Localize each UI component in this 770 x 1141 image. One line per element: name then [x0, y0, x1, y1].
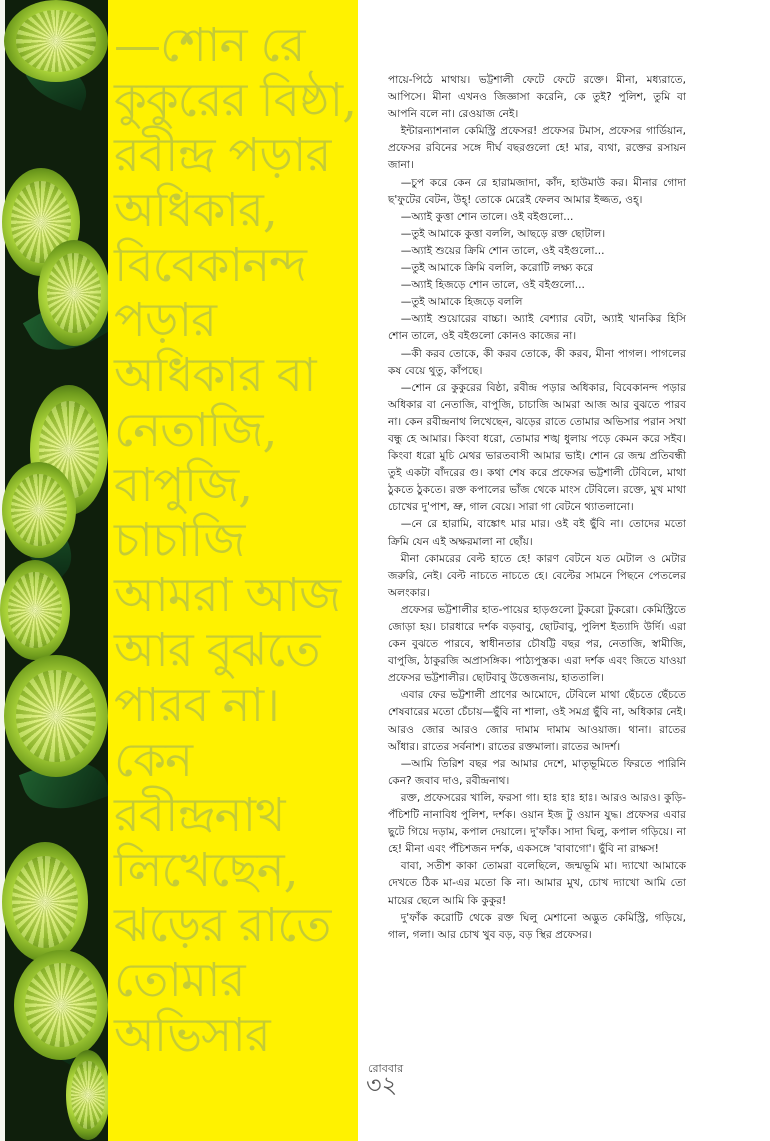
paragraph: —চুপ করে কেন রে হারামজাদা, কাঁদ, হাউমাউ কর। মীনার গোদা ছ'ফুটের বেটন, উহ্! তোকে মেরেই ফেলব আমার ইজ্জত, ওহ্। [388, 176, 686, 206]
paragraph: মীনা কোমরের বেল্ট হাতে হে! কারণ বেটনে যত মেটাল ও মেটার জরুরি, নেই। বেল্ট নাচতে নাচতে হে। বেল্টের সামনে পিছনে পেতলের অলংকার। [388, 552, 686, 599]
pull-quote-panel [108, 0, 358, 1141]
pull-quote: —শোন রে কুকুরের বিষ্ঠা, রবীন্দ্র পড়ার অধিকার, বিবেকানন্দ পড়ার অধিকার বা নেতাজি, বাপুজি, চাচাজি আমরা আজ আর বুঝতে পারব না। কেন রবীন্দ্রনাথ লিখেছেন, ঝড়ের রাতে তোমার অভিসার [114, 18, 357, 1063]
flower-shape [4, 0, 108, 82]
paragraph: —অ্যাই শুয়ের ক্রিমি শোন তালে, ওই বইগুলো... [400, 244, 605, 257]
flower-shape [2, 462, 76, 558]
paragraph: —শোন রে কুকুরের বিষ্ঠা, রবীন্দ্র পড়ার অধিকার, বিবেকানন্দ পড়ার অধিকার বা নেতাজি, বাপুজি, চাচাজি আমরা আজ আর বুঝতে পারব না। কেন রবীন্দ্রনাথ লিখেছেন, ঝড়ের রাতে তোমার অভিসার পরান সখা বন্ধু হে আমার। কিংবা ধরো, তোমার শঙ্খ ধুলায় পড়ে কেমন করে সইব। কিংবা ধরো মুচি মেথর ভারতবাসী আমার ভাই। শোন রে জন্ম প্রতিবন্ধী তুই একটা বাঁদরের গু। কথা শেষ করে প্রফেসর ভট্টশালী টেবিলে, মাথা ঠুকতে ঠুকতে। রক্ত কপালের ভাঁজ থেকে মাংস টেবিলে। রক্তে, মুখ মাথা চোখের দু'পাশ, ভ্রু, গাল বেয়ে। সারা গা বেটনে থ্যাতলানো। [388, 381, 686, 514]
flower-shape [14, 950, 108, 1060]
flower-shape [2, 842, 88, 962]
photo-edge [0, 0, 5, 1141]
paragraph: —অ্যাই কুত্তা শোন তালে। ওই বইগুলো... [400, 210, 574, 223]
paragraph: —তুই আমাকে কুত্তা বললি, আছড়ে রক্ত ছোটাল। [400, 227, 606, 240]
paragraph: প্রফেসর ভট্টশালীর হাত-পায়ের হাড়গুলো টুকরো টুকরো। কেমিস্ট্রিতে জোড়া হয়। চারধারে দর্শক বড়বাবু, ছোটবাবু, পুলিশ ইত্যাদি উর্দি। এরা কেন বুঝতে পারবে, স্বাধীনতার চৌষট্টি বছর পর, নেতাজি, স্বামীজি, বাপুজি, ঠাকুরজি অপ্রাসঙ্গিক। পাঠ্যপুস্তক। এরা দর্শক এবং জিতে যাওয়া প্রফেসর ভট্টশালীর। ছোটবাবু উত্তেজনায়, হাততালি। [388, 603, 686, 685]
paragraph: ইন্টারন্যাশনাল কেমিস্ট্রি প্রফেসর! প্রফেসর টমাস, প্রফেসর গার্ডিয়ান, প্রফেসর রবিনের সঙ্গে দীর্ঘ বছরগুলো হে! মার, ব্যথা, রক্তের রসায়ন জানা। [388, 125, 686, 172]
folio-section: রোববার [368, 1062, 404, 1075]
paragraph: এবার ফের ভট্টশালী প্রাণের আমোদে, টেবিলে মাথা ছেঁচতে ছেঁচতে শেষবারের মতো চেঁচায়—ছুঁবি না শালা, ওই সমগ্র ছুঁবি না, অধিকার নেই। আরও জোর আরও জোর দামাম দামাম আওয়াজ। থানা। রাতের আঁধার। রাতের সর্বনাশ। রাতের রক্তমালা। রাতের আদর্শ। [388, 689, 686, 753]
flower-shape [0, 560, 70, 660]
paragraph: —অ্যাই শুয়োরের বাচ্চা। অ্যাই বেশ্যার বেটা, অ্যাই খানকির হিসি শোন তালে, ওই বইগুলো কোনও কাজের না। [388, 313, 686, 343]
paragraph: —কী করব তোকে, কী করব তোকে, কী করব, মীনা পাগল। পাগলের কষ বেয়ে থুতু, কাঁপছে। [388, 347, 686, 377]
paragraph: —অ্যাই হিজড়ে শোন তালে, ওই বইগুলো... [400, 279, 585, 292]
flower-shape [38, 240, 108, 346]
paragraph: —আমি তিরিশ বছর পর আমার দেশে, মাতৃভূমিতে ফিরতে পারিনি কেন? জবাব দাও, রবীন্দ্রনাথ। [388, 757, 686, 787]
paragraph: দু'ফাঁক করোটি থেকে রক্ত ঘিলু মেশানো অদ্ভুত কেমিস্ট্রি, গড়িয়ে, গাল, গলা। আর চোখ খুব বড়, বড় স্থির প্রফেসর। [388, 911, 686, 941]
flower-shape [66, 1050, 108, 1140]
paragraph: —তুই আমাকে ক্রিমি বললি, করোটি লক্ষ্য করে [400, 262, 594, 275]
article-body [388, 72, 686, 944]
page-number: ৩২ [366, 1071, 398, 1099]
flower-image [0, 0, 108, 1141]
paragraph: বাবা, সতীশ কাকা তোমরা বলেছিলে, জন্মভূমি মা। দ্যাখো আমাকে দেখতে ঠিক মা-এর মতো কি না। আমার মুখ, চোখ দ্যাখো আমি তো মায়ের ছেলে আমি কি কুকুর! [388, 860, 686, 907]
paragraph: পায়ে-পিঠে মাথায়। ভট্টশালী ফেটে ফেটে রক্তে। মীনা, মধ্যরাতে, আপিসে। মীনা এখনও জিজ্ঞাসা করেনি, কে তুই? পুলিশ, তুমি বা আপনি বলে না। রেওয়াজ নেই। [388, 74, 686, 121]
flower-shape [4, 655, 108, 777]
paragraph: —তুই আমাকে হিজড়ে বললি [400, 296, 523, 309]
paragraph: রক্ত, প্রফেসরের খালি, ফরসা গা। হাঃ হাঃ হাঃ। আরও আরও। কুড়ি-পঁচিশটি নানাবিধ পুলিশ, দর্শক। ওয়ান ইজ টু ওয়ান যুদ্ধ। প্রফেসর এবার ছুটে গিয়ে দড়াম, কপাল দেয়ালে। দু'ফাঁক। সাদা ঘিলু, কপাল গড়িয়ে। না হে! মীনা এবং পঁচিশজন দর্শক, একসঙ্গে 'বাবাগো'। ছুঁবি না রাক্ষস! [388, 791, 686, 856]
paragraph: —নে রে হারামি, বাঙ্কোৎ মার মার। ওই বই ছুঁবি না। তোদের মতো ক্রিমি যেন এই অক্ষরমালা না ছোঁয়। [388, 518, 686, 548]
